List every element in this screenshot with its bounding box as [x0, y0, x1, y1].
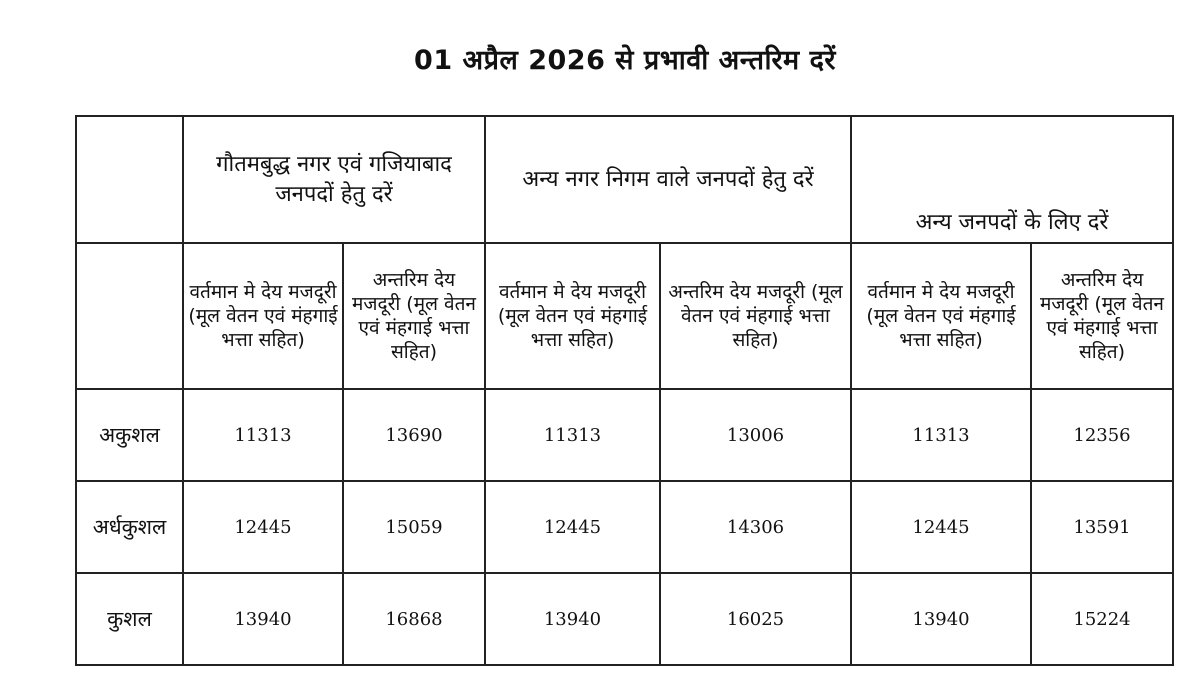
rate-cell: 15059: [343, 481, 485, 573]
rate-cell: 13940: [485, 573, 660, 665]
rate-cell: 15224: [1031, 573, 1173, 665]
rate-cell: 12356: [1031, 389, 1173, 481]
rate-cell: 13940: [851, 573, 1031, 665]
rate-cell: 16025: [660, 573, 851, 665]
rate-cell: 11313: [183, 389, 343, 481]
subheader-current-wage: वर्तमान मे देय मजदूरी (मूल वेतन एवं मंहगाई भत्ता सहित): [851, 243, 1031, 389]
rate-cell: 13940: [183, 573, 343, 665]
subheader-interim-wage: अन्तरिम देय मजदूरी (मूल वेतन एवं मंहगाई भत्ता सहित): [1031, 243, 1173, 389]
row-label-skilled: कुशल: [76, 573, 183, 665]
subheader-current-wage: वर्तमान मे देय मजदूरी (मूल वेतन एवं मंहगाई भत्ता सहित): [183, 243, 343, 389]
group-header-other-districts: अन्य जनपदों के लिए दरें: [851, 116, 1173, 243]
table-row: [76, 573, 1173, 665]
rate-cell: 13591: [1031, 481, 1173, 573]
rate-cell: 11313: [485, 389, 660, 481]
subheader-row: [76, 243, 1173, 389]
rate-cell: 13006: [660, 389, 851, 481]
rate-cell: 14306: [660, 481, 851, 573]
wage-rates-table: [75, 115, 1174, 666]
group-header-gautam-buddh-nagar: गौतमबुद्ध नगर एवं गजियाबाद जनपदों हेतु दरें: [183, 116, 485, 243]
row-label-semiskilled: अर्धकुशल: [76, 481, 183, 573]
subheader-interim-wage: अन्तरिम देय मजदूरी (मूल वेतन एवं मंहगाई भत्ता सहित): [660, 243, 851, 389]
rate-cell: 12445: [851, 481, 1031, 573]
table-row: [76, 389, 1173, 481]
rate-cell: 12445: [183, 481, 343, 573]
rate-cell: 12445: [485, 481, 660, 573]
table-row: [76, 481, 1173, 573]
group-header-other-municipal: अन्य नगर निगम वाले जनपदों हेतु दरें: [485, 116, 851, 243]
rate-cell: 16868: [343, 573, 485, 665]
page-title: 01 अप्रैल 2026 से प्रभावी अन्तरिम दरें: [414, 45, 836, 76]
rate-cell: 13690: [343, 389, 485, 481]
subheader-interim-wage: अन्तरिम देय मजदूरी (मूल वेतन एवं मंहगाई भत्ता सहित): [343, 243, 485, 389]
subheader-current-wage: वर्तमान मे देय मजदूरी (मूल वेतन एवं मंहगाई भत्ता सहित): [485, 243, 660, 389]
corner-cell-lower: [76, 243, 183, 389]
rate-cell: 11313: [851, 389, 1031, 481]
corner-cell: [76, 116, 183, 243]
group-header-row: [76, 116, 1173, 243]
row-label-unskilled: अकुशल: [76, 389, 183, 481]
